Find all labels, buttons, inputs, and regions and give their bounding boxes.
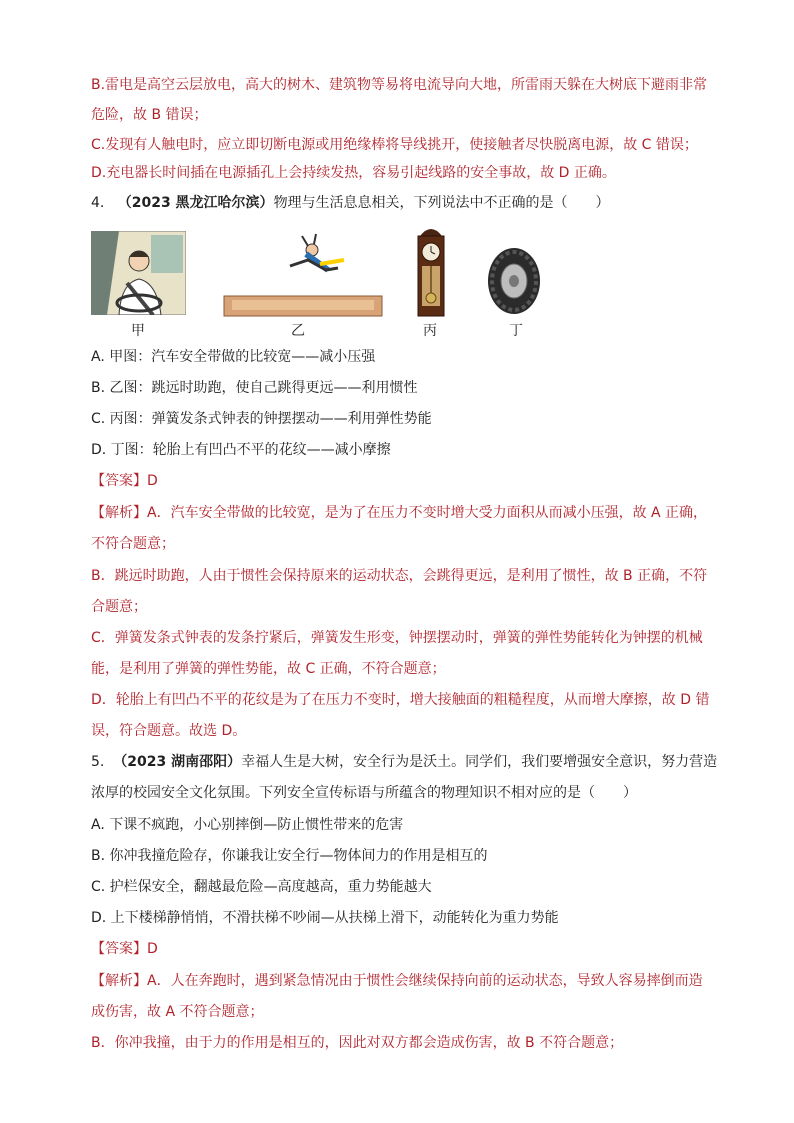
prev-option-b-line1: B.雷电是高空云层放电，高大的树木、建筑物等易将电流导向大地，所雷雨天躲在大树底下避雨非常 <box>91 77 708 93</box>
q5-option-a: A. 下课不疯跑，小心别摔倒—防止惯性带来的危害 <box>91 817 404 833</box>
q4-analysis-line3: B．跳远时助跑，人由于惯性会保持原来的运动状态，会跳得更远，是利用了惯性，故 B 正确，不符 <box>91 568 708 584</box>
q5-option-c: C. 护栏保安全，翻越最危险—高度越高，重力势能越大 <box>91 879 432 895</box>
question-source: （2023 黑龙江哈尔滨） <box>117 195 274 211</box>
q4-option-d: D. 丁图：轮胎上有凹凸不平的花纹——减小摩擦 <box>91 442 391 458</box>
q4-option-a: A. 甲图：汽车安全带做的比较宽——减小压强 <box>91 349 376 365</box>
question-number: 4. <box>91 195 105 211</box>
q4-analysis-line6: 能，是利用了弹簧的弹性势能，故 C 正确，不符合题意； <box>91 661 446 677</box>
q4-option-b: B. 乙图：跳远时助跑，使自己跳得更远——利用惯性 <box>91 380 418 396</box>
q4-analysis-line2: 不符合题意； <box>91 536 175 552</box>
q4-analysis-line4: 合题意； <box>91 599 147 615</box>
q4-analysis-line8: 误，符合题意。故选 D。 <box>91 723 247 739</box>
q5-option-d: D. 上下楼梯静悄悄，不滑扶梯不吵闹—从扶梯上滑下，动能转化为重力势能 <box>91 910 559 926</box>
figure-caption-ding: 丁 <box>509 323 523 339</box>
q5-analysis-line3: B．你冲我撞，由于力的作用是相互的，因此对双方都会造成伤害，故 B 不符合题意； <box>91 1035 624 1051</box>
figure-caption-jia: 甲 <box>131 323 145 339</box>
prev-option-d: D.充电器长时间插在电源插孔上会持续发热，容易引起线路的安全事故，故 D 正确。 <box>91 165 616 181</box>
q4-analysis-line7: D．轮胎上有凹凸不平的花纹是为了在压力不变时，增大接触面的粗糙程度，从而增大摩擦，故 D 错 <box>91 692 710 708</box>
question-source: （2023 湖南邵阳） <box>113 754 242 770</box>
question-5-stem-line2: 浓厚的校园安全文化氛围。下列安全宣传标语与所蕴含的物理知识不相对应的是（ ） <box>91 785 637 801</box>
q5-analysis-line1: 【解析】A．人在奔跑时，遇到紧急情况由于惯性会继续保持向前的运动状态，导致人容易摔倒而造 <box>91 973 703 989</box>
question-4-stem <box>91 193 734 213</box>
figure-caption-yi: 乙 <box>291 323 305 339</box>
figure-yi-long-jump-illustration <box>220 230 386 320</box>
q4-answer: 【答案】D <box>91 473 158 489</box>
q5-analysis-line2: 成伤害，故 A 不符合题意； <box>91 1004 264 1020</box>
q4-option-c: C. 丙图：弹簧发条式钟表的钟摆摆动——利用弹性势能 <box>91 411 432 427</box>
question-5-stem <box>91 752 734 772</box>
question-text: 物理与生活息息相关，下列说法中不正确的是（ ） <box>273 195 610 211</box>
question-text: 幸福人生是大树，安全行为是沃土。同学们，我们要增强安全意识，努力营造 <box>241 754 718 770</box>
figure-jia-driver-illustration <box>91 231 186 315</box>
figure-bing-pendulum-clock-illustration <box>412 222 450 320</box>
q5-option-b: B. 你冲我撞危险存，你谦我让安全行—物体间力的作用是相互的 <box>91 848 488 864</box>
figure-ding-tire-illustration <box>486 246 542 316</box>
prev-option-c: C.发现有人触电时，应立即切断电源或用绝缘棒将导线挑开，使接触者尽快脱离电源，故 C 错误； <box>91 137 698 153</box>
prev-option-b-line2: 危险，故 B 错误； <box>91 107 208 123</box>
q4-analysis-line5: C．弹簧发条式钟表的发条拧紧后，弹簧发生形变，钟摆摆动时，弹簧的弹性势能转化为钟摆的机械 <box>91 630 703 646</box>
q5-answer: 【答案】D <box>91 941 158 957</box>
question-number: 5. <box>91 754 105 770</box>
figure-caption-bing: 丙 <box>423 323 437 339</box>
q4-analysis-line1: 【解析】A．汽车安全带做的比较宽，是为了在压力不变时增大受力面积从而减小压强，故 A 正确， <box>91 505 708 521</box>
